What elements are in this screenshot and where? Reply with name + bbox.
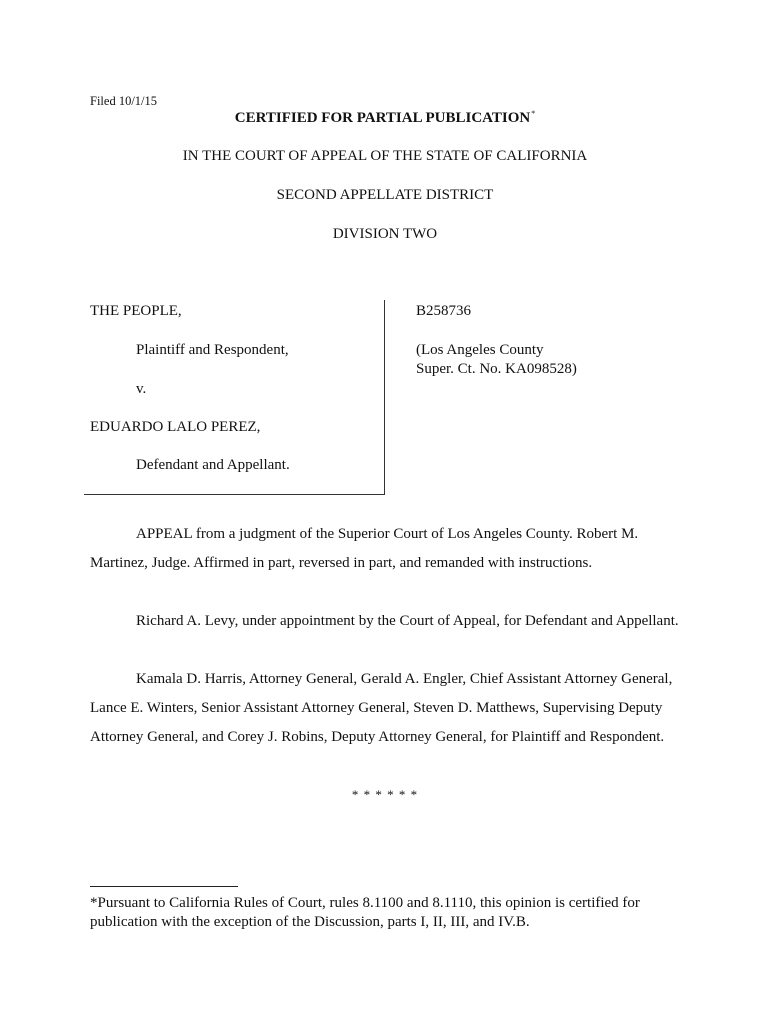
lower-court-line-2: Super. Ct. No. KA098528) [416, 361, 577, 377]
certification-footnote-marker: * [531, 109, 536, 118]
appellant-counsel-paragraph: Richard A. Levy, under appointment by the Court of Appeal, for Defendant and Appellant. [136, 613, 679, 629]
court-division: DIVISION TWO [332, 226, 438, 242]
case-number: B258736 [416, 303, 472, 319]
appeal-paragraph: APPEAL from a judgment of the Superior Court of Los Angeles County. Robert M. Martinez, Judge. Affirmed in part, reversed in part, and remanded with instructions. [90, 526, 639, 571]
court-name: IN THE COURT OF APPEAL OF THE STATE OF CALIFORNIA [182, 148, 588, 164]
footnote [90, 894, 690, 932]
defendant-name: EDUARDO LALO PEREZ, [90, 419, 261, 435]
versus-label: v. [136, 381, 147, 397]
footnote-marker: * [90, 895, 98, 911]
caption-vertical-divider [384, 300, 385, 495]
filed-date: Filed 10/1/15 [90, 94, 158, 108]
plaintiff-name: THE PEOPLE, [90, 303, 182, 319]
footnote-text: Pursuant to California Rules of Court, rules 8.1100 and 8.1110, this opinion is certified for publication with the exception of the Discussion, parts I, II, III, and IV.B. [90, 895, 640, 930]
appellate-district: SECOND APPELLATE DISTRICT [276, 187, 494, 203]
plaintiff-role: Plaintiff and Respondent, [136, 342, 289, 358]
certification-heading [0, 109, 770, 127]
footnote-rule [90, 886, 238, 887]
caption-horizontal-divider [84, 494, 385, 495]
defendant-role: Defendant and Appellant. [136, 457, 290, 473]
section-separator: * * * * * * [351, 787, 419, 802]
certification-text: CERTIFIED FOR PARTIAL PUBLICATION [234, 110, 531, 126]
lower-court-line-1: (Los Angeles County [416, 342, 544, 358]
respondent-counsel-paragraph: Kamala D. Harris, Attorney General, Gerald A. Engler, Chief Assistant Attorney General, Lance E. Winters, Senior Assistant Attorney General, Steven D. Matthews, Supervising Deputy Attorney General, and Corey J. Robins, Deputy Attorney General, for Plaintiff and Respondent. [90, 671, 673, 745]
